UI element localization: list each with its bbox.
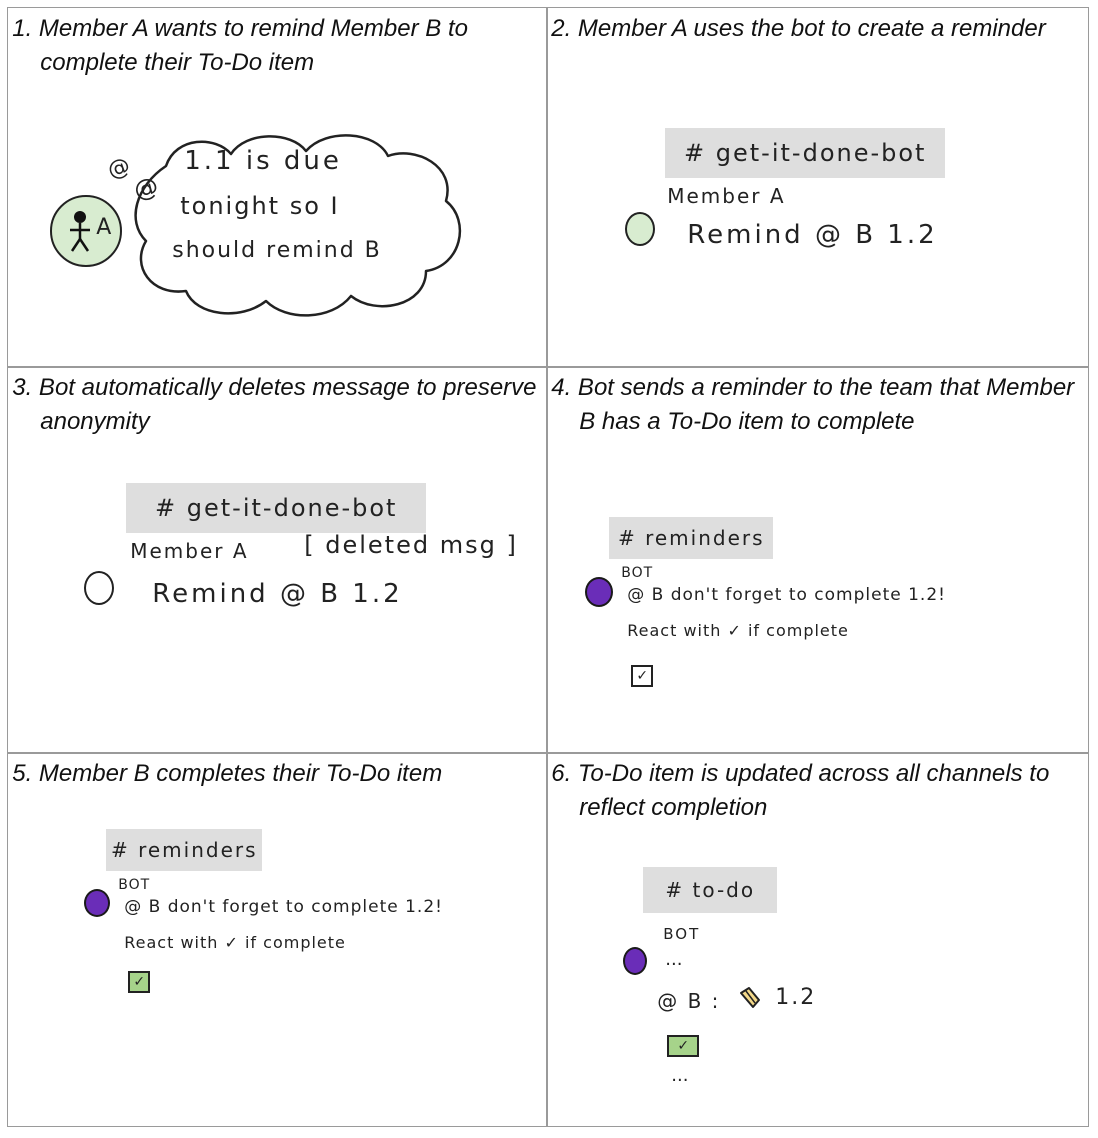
ellipsis-bottom: ... xyxy=(671,1065,689,1087)
panel-2 xyxy=(546,7,1089,368)
message-author: BOT xyxy=(663,925,701,944)
check-reaction-icon[interactable]: ✓ xyxy=(667,1035,699,1057)
thought-line-2: tonight so I xyxy=(180,192,340,221)
member-a-avatar-label: A xyxy=(96,215,112,241)
message-author: BOT xyxy=(621,565,654,582)
check-reaction-icon[interactable]: ✓ xyxy=(631,665,653,687)
member-a-avatar xyxy=(84,571,114,605)
reminder-line-1: @ B don't forget to complete 1.2! xyxy=(627,585,946,606)
at-mark-2: @ xyxy=(131,171,162,205)
channel-header: # reminders xyxy=(106,829,262,871)
channel-header: # reminders xyxy=(609,517,773,559)
bot-avatar xyxy=(585,577,613,607)
pencil-icon xyxy=(737,985,763,1011)
member-a-avatar xyxy=(50,195,122,267)
thought-line-1: 1.1 is due xyxy=(184,146,342,177)
bot-avatar xyxy=(84,889,110,917)
reminder-line-2: React with ✓ if complete xyxy=(627,621,849,641)
deleted-message-label: [ deleted msg ] xyxy=(304,531,518,560)
message-author: Member A xyxy=(667,184,786,209)
message-author: Member A xyxy=(130,539,249,564)
at-mark-1: @ xyxy=(104,153,134,185)
panel-5-caption: 5. Member B completes their To-Do item xyxy=(12,760,443,788)
stick-figure-icon xyxy=(60,207,100,257)
panel-6 xyxy=(546,752,1089,1127)
member-a-avatar xyxy=(625,212,655,246)
message-text: Remind @ B 1.2 xyxy=(687,220,938,251)
todo-item-prefix: @ B : xyxy=(657,989,721,1014)
message-author: BOT xyxy=(118,877,151,894)
panel-1 xyxy=(7,7,548,368)
storyboard-grid xyxy=(8,8,1088,1126)
check-reaction-icon[interactable]: ✓ xyxy=(128,971,150,993)
panel-3 xyxy=(7,366,548,754)
panel-4 xyxy=(546,366,1089,754)
panel-5 xyxy=(7,752,548,1127)
channel-header: # to-do xyxy=(643,867,777,913)
channel-header: # get-it-done-bot xyxy=(126,483,426,533)
thought-line-3: should remind B xyxy=(172,238,382,264)
message-text: Remind @ B 1.2 xyxy=(152,579,403,610)
reminder-line-2: React with ✓ if complete xyxy=(124,933,346,953)
channel-header: # get-it-done-bot xyxy=(665,128,945,178)
panel-6-caption: 6. To-Do item is updated across all channels to reflect completion xyxy=(551,760,1050,822)
panel-2-caption: 2. Member A uses the bot to create a reminder xyxy=(551,15,1046,43)
panel-1-caption: 1. Member A wants to remind Member B to complete their To-Do item xyxy=(12,15,468,77)
panel-3-caption: 3. Bot automatically deletes message to preserve anonymity xyxy=(12,374,537,436)
panel-4-caption: 4. Bot sends a reminder to the team that Member B has a To-Do item to complete xyxy=(551,374,1075,436)
reminder-line-1: @ B don't forget to complete 1.2! xyxy=(124,897,443,918)
todo-item-number: 1.2 xyxy=(775,985,817,1011)
bot-avatar xyxy=(623,947,647,975)
ellipsis-top: ... xyxy=(665,949,683,971)
